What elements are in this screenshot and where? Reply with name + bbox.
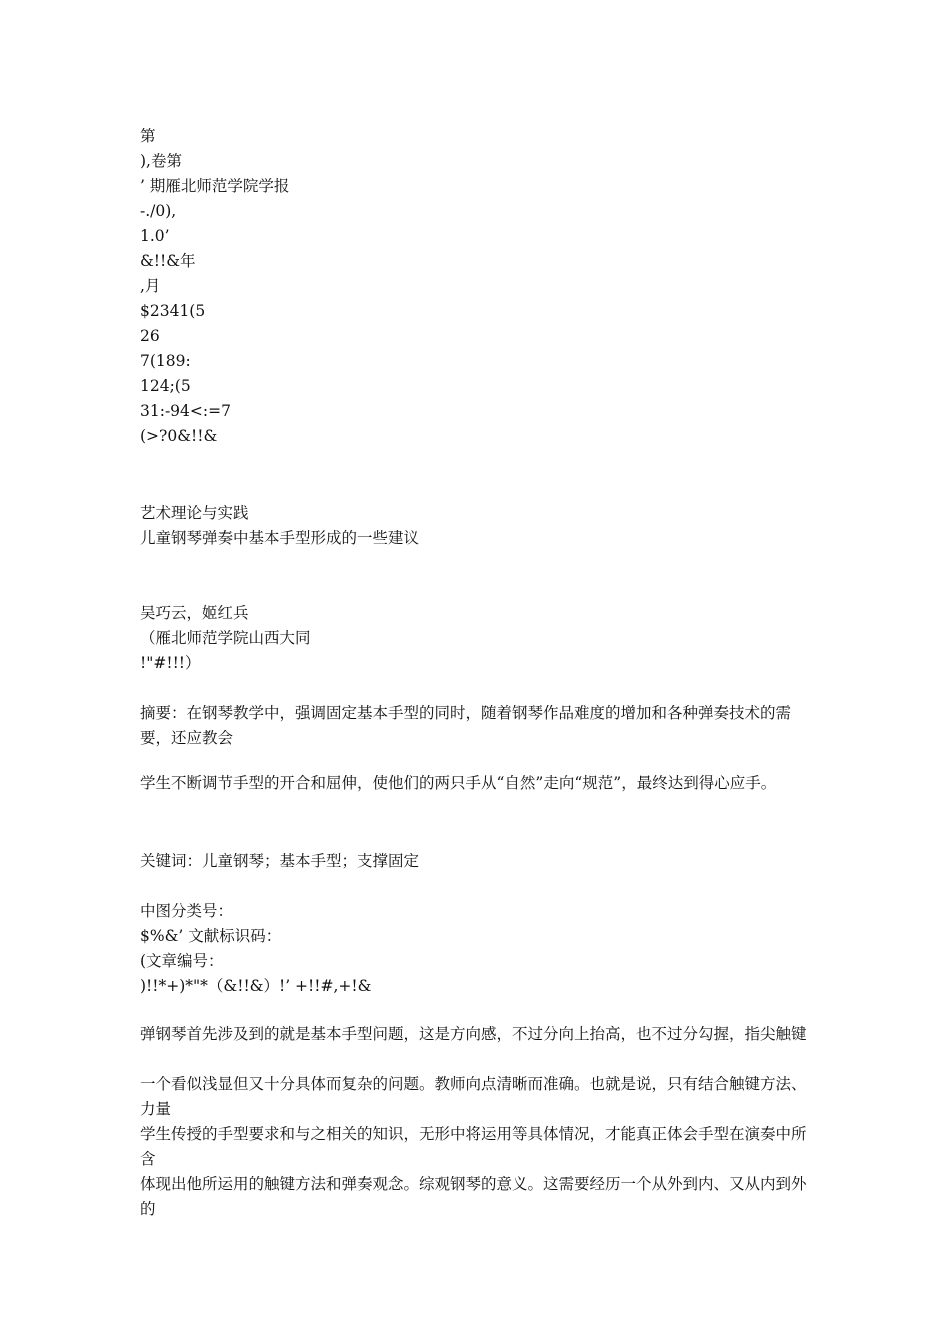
header-line: 31:-94<:=7	[140, 402, 231, 420]
article-title: 儿童钢琴弹奏中基本手型形成的一些建议	[140, 529, 420, 547]
article-number: )!!*+)*"*（&!!&）!’ +!!#,+!&	[140, 977, 372, 995]
authors: 吴巧云，姬红兵	[140, 604, 249, 622]
header-line: ,月	[140, 277, 161, 295]
header-line: 7(189:	[140, 352, 191, 370]
classification-number: 中图分类号：	[140, 902, 234, 920]
abstract-continued: 学生不断调节手型的开合和屈伸，使他们的两只手从“自然”走向“规范”，最终达到得心应手。	[140, 774, 777, 792]
header-line: &!!&年	[140, 252, 196, 270]
keywords: 关键词：儿童钢琴；基本手型；支撑固定	[140, 852, 420, 870]
header-line: ),卷第	[140, 152, 182, 170]
body-paragraph: 弹钢琴首先涉及到的就是基本手型问题，这是方向感，不过分向上抬高，也不过分勾握，指尖触键	[140, 1025, 807, 1043]
header-line: 第	[140, 127, 156, 145]
body-paragraph: 一个看似浅显但又十分具体而复杂的问题。教师向点清晰而准确。也就是说，只有结合触键方法、力量	[140, 1075, 807, 1118]
header-line: 26	[140, 327, 160, 345]
header-line: 124;(5	[140, 377, 191, 395]
body-paragraph: 学生传授的手型要求和与之相关的知识，无形中将运用等具体情况，才能真正体会手型在演奏中所含	[140, 1125, 807, 1168]
affiliation: （雁北师范学院山西大同	[140, 629, 311, 647]
header-line: $2341(5	[140, 302, 206, 320]
body-paragraph: 体现出他所运用的触键方法和弹奏观念。综观钢琴的意义。这需要经历一个从外到内、又从内到外的	[140, 1175, 807, 1218]
article-number-label: (文章编号：	[140, 952, 224, 970]
document-code: $%&’ 文献标识码：	[140, 927, 282, 945]
header-line: 1.0’	[140, 227, 170, 245]
header-line: (>?0&!!&	[140, 427, 218, 445]
header-line: -./0),	[140, 202, 177, 220]
section-label: 艺术理论与实践	[140, 504, 249, 522]
abstract: 摘要：在钢琴教学中，强调固定基本手型的同时，随着钢琴作品难度的增加和各种弹奏技术的需要，还应教会	[140, 704, 792, 747]
affiliation-code: !"#!!!）	[140, 654, 201, 672]
header-line: ’ 期雁北师范学院学报	[140, 177, 290, 195]
